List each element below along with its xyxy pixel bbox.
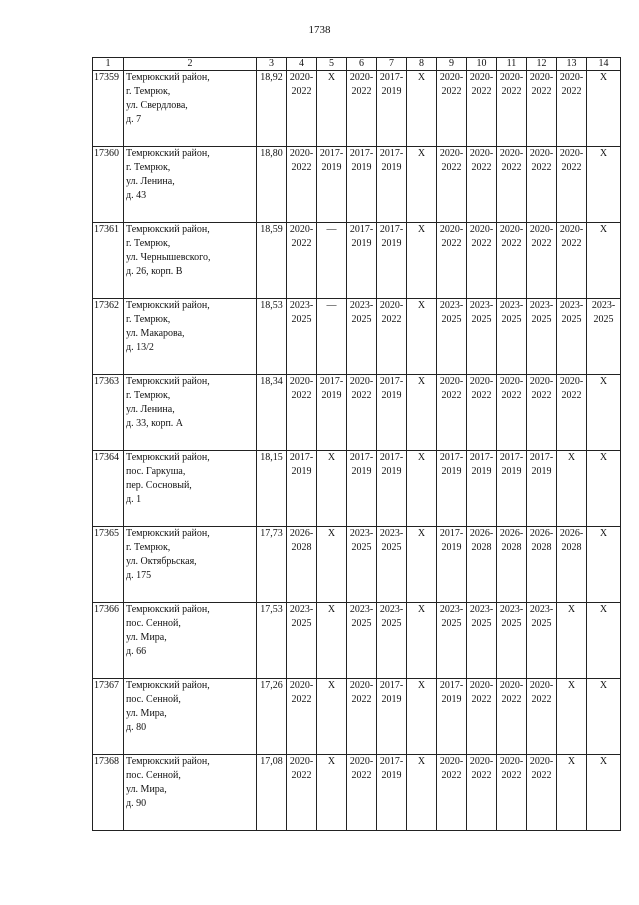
period-cell: 2023- 2025	[377, 527, 407, 603]
period-cell: 2023- 2025	[497, 603, 527, 679]
area-cell: 17,08	[257, 755, 287, 831]
address-line: д. 1	[126, 494, 142, 505]
address-cell	[124, 71, 257, 147]
period-cell: 2020- 2022	[497, 755, 527, 831]
period-cell: 2026- 2028	[287, 527, 317, 603]
period-cell: X	[407, 299, 437, 375]
address-cell	[124, 223, 257, 299]
column-header: 11	[497, 58, 527, 71]
row-id: 17359	[93, 71, 124, 147]
period-cell: X	[587, 375, 621, 451]
period-cell: 2023- 2025	[377, 603, 407, 679]
period-cell: 2023- 2025	[437, 603, 467, 679]
period-cell: 2026- 2028	[557, 527, 587, 603]
row-id: 17360	[93, 147, 124, 223]
period-cell: 2020- 2022	[437, 223, 467, 299]
period-cell: X	[557, 603, 587, 679]
period-cell: 2020- 2022	[287, 147, 317, 223]
data-table	[92, 57, 621, 831]
period-cell: X	[407, 451, 437, 527]
address-line: ул. Мира,	[126, 632, 167, 643]
period-cell: X	[587, 147, 621, 223]
address-line: г. Темрюк,	[126, 542, 171, 553]
period-cell: 2020- 2022	[437, 755, 467, 831]
period-cell: 2020- 2022	[497, 147, 527, 223]
period-cell: X	[587, 527, 621, 603]
period-cell: 2020- 2022	[467, 147, 497, 223]
period-cell: 2020- 2022	[557, 223, 587, 299]
period-cell: 2023- 2025	[287, 603, 317, 679]
period-cell: 2020- 2022	[437, 71, 467, 147]
area-cell: 18,53	[257, 299, 287, 375]
column-header: 4	[287, 58, 317, 71]
column-header: 9	[437, 58, 467, 71]
period-cell: 2017- 2019	[317, 375, 347, 451]
table-row	[93, 299, 621, 375]
period-cell: 2017- 2019	[377, 147, 407, 223]
period-cell: X	[317, 527, 347, 603]
address-line: ул. Мира,	[126, 784, 167, 795]
area-cell: 17,26	[257, 679, 287, 755]
period-cell: X	[587, 679, 621, 755]
period-cell: 2020- 2022	[287, 755, 317, 831]
table-row	[93, 147, 621, 223]
period-cell: 2017- 2019	[527, 451, 557, 527]
address-line: пер. Сосновый,	[126, 480, 192, 491]
period-cell: 2020- 2022	[347, 755, 377, 831]
period-cell: 2020- 2022	[287, 223, 317, 299]
address-line: д. 26, корп. В	[126, 266, 183, 277]
period-cell: 2017- 2019	[467, 451, 497, 527]
period-cell: 2017- 2019	[377, 375, 407, 451]
period-cell: X	[407, 755, 437, 831]
period-cell: 2020- 2022	[527, 375, 557, 451]
header-row	[93, 58, 621, 71]
period-cell: 2020- 2022	[467, 755, 497, 831]
period-cell: 2023- 2025	[467, 603, 497, 679]
address-line: Темрюкский район,	[126, 72, 210, 83]
period-cell: X	[407, 603, 437, 679]
address-line: г. Темрюк,	[126, 162, 171, 173]
period-cell: X	[407, 679, 437, 755]
period-cell: X	[317, 679, 347, 755]
period-cell: 2026- 2028	[527, 527, 557, 603]
address-line: пос. Сенной,	[126, 770, 181, 781]
address-cell	[124, 375, 257, 451]
period-cell: 2020- 2022	[287, 375, 317, 451]
table-row	[93, 375, 621, 451]
period-cell: X	[587, 71, 621, 147]
address-line: пос. Сенной,	[126, 694, 181, 705]
address-line: пос. Сенной,	[126, 618, 181, 629]
period-cell: 2017- 2019	[377, 71, 407, 147]
period-cell: X	[557, 755, 587, 831]
period-cell: 2020- 2022	[557, 71, 587, 147]
address-line: д. 43	[126, 190, 147, 201]
period-cell: X	[317, 755, 347, 831]
address-line: ул. Ленина,	[126, 176, 175, 187]
period-cell: X	[407, 527, 437, 603]
table-row	[93, 527, 621, 603]
address-line: Темрюкский район,	[126, 756, 210, 767]
table-row	[93, 223, 621, 299]
address-cell	[124, 299, 257, 375]
address-line: д. 80	[126, 722, 147, 733]
column-header: 2	[124, 58, 257, 71]
period-cell: 2020- 2022	[467, 223, 497, 299]
address-line: Темрюкский район,	[126, 452, 210, 463]
period-cell: —	[317, 299, 347, 375]
address-line: д. 90	[126, 798, 147, 809]
area-cell: 18,34	[257, 375, 287, 451]
address-line: Темрюкский район,	[126, 680, 210, 691]
period-cell: 2020- 2022	[527, 679, 557, 755]
address-line: Темрюкский район,	[126, 224, 210, 235]
column-header: 1	[93, 58, 124, 71]
area-cell: 18,15	[257, 451, 287, 527]
area-cell: 17,53	[257, 603, 287, 679]
period-cell: 2020- 2022	[497, 71, 527, 147]
period-cell: 2017- 2019	[377, 451, 407, 527]
address-line: ул. Мира,	[126, 708, 167, 719]
table-header	[93, 58, 621, 71]
period-cell: X	[317, 603, 347, 679]
page-number: 1738	[308, 24, 331, 36]
period-cell: 2020- 2022	[347, 375, 377, 451]
period-cell: 2023- 2025	[527, 603, 557, 679]
column-header: 8	[407, 58, 437, 71]
address-cell	[124, 527, 257, 603]
period-cell: 2017- 2019	[377, 755, 407, 831]
address-line: д. 7	[126, 114, 142, 125]
address-line: д. 33, корп. А	[126, 418, 184, 429]
table-row	[93, 755, 621, 831]
period-cell: 2020- 2022	[527, 71, 557, 147]
period-cell: 2017- 2019	[287, 451, 317, 527]
period-cell: X	[557, 451, 587, 527]
period-cell: X	[407, 147, 437, 223]
period-cell: 2026- 2028	[497, 527, 527, 603]
period-cell: 2017- 2019	[347, 147, 377, 223]
address-line: г. Темрюк,	[126, 390, 171, 401]
address-line: ул. Октябрьская,	[126, 556, 197, 567]
period-cell: 2020- 2022	[557, 147, 587, 223]
column-header: 7	[377, 58, 407, 71]
address-cell	[124, 603, 257, 679]
period-cell: 2017- 2019	[377, 223, 407, 299]
period-cell: 2023- 2025	[347, 299, 377, 375]
column-header: 12	[527, 58, 557, 71]
period-cell: —	[317, 223, 347, 299]
period-cell: 2020- 2022	[527, 147, 557, 223]
area-cell: 18,92	[257, 71, 287, 147]
period-cell: 2020- 2022	[377, 299, 407, 375]
period-cell: 2020- 2022	[497, 223, 527, 299]
period-cell: 2017- 2019	[437, 527, 467, 603]
address-cell	[124, 147, 257, 223]
address-line: д. 175	[126, 570, 152, 581]
period-cell: 2023- 2025	[347, 527, 377, 603]
column-header: 5	[317, 58, 347, 71]
period-cell: X	[587, 451, 621, 527]
period-cell: 2017- 2019	[377, 679, 407, 755]
row-id: 17363	[93, 375, 124, 451]
row-id: 17364	[93, 451, 124, 527]
column-header: 13	[557, 58, 587, 71]
period-cell: 2020- 2022	[497, 375, 527, 451]
period-cell: 2020- 2022	[527, 755, 557, 831]
period-cell: 2017- 2019	[347, 223, 377, 299]
row-id: 17361	[93, 223, 124, 299]
address-line: Темрюкский район,	[126, 604, 210, 615]
address-line: д. 66	[126, 646, 147, 657]
period-cell: 2020- 2022	[467, 679, 497, 755]
period-cell: 2020- 2022	[347, 679, 377, 755]
period-cell: 2020- 2022	[287, 679, 317, 755]
period-cell: 2020- 2022	[437, 147, 467, 223]
period-cell: X	[587, 223, 621, 299]
period-cell: X	[587, 755, 621, 831]
period-cell: X	[407, 223, 437, 299]
address-line: Темрюкский район,	[126, 528, 210, 539]
table-row	[93, 451, 621, 527]
row-id: 17367	[93, 679, 124, 755]
column-header: 6	[347, 58, 377, 71]
period-cell: X	[407, 375, 437, 451]
row-id: 17365	[93, 527, 124, 603]
period-cell: 2023- 2025	[497, 299, 527, 375]
address-line: д. 13/2	[126, 342, 154, 353]
area-cell: 18,59	[257, 223, 287, 299]
period-cell: 2020- 2022	[467, 71, 497, 147]
address-line: Темрюкский район,	[126, 148, 210, 159]
period-cell: 2023- 2025	[587, 299, 621, 375]
period-cell: 2023- 2025	[527, 299, 557, 375]
area-cell: 18,80	[257, 147, 287, 223]
period-cell: 2017- 2019	[497, 451, 527, 527]
period-cell: 2026- 2028	[467, 527, 497, 603]
address-line: ул. Свердлова,	[126, 100, 188, 111]
period-cell: X	[407, 71, 437, 147]
address-cell	[124, 755, 257, 831]
row-id: 17362	[93, 299, 124, 375]
period-cell: 2017- 2019	[317, 147, 347, 223]
row-id: 17366	[93, 603, 124, 679]
period-cell: 2023- 2025	[287, 299, 317, 375]
table-row	[93, 71, 621, 147]
row-id: 17368	[93, 755, 124, 831]
column-header: 14	[587, 58, 621, 71]
address-line: г. Темрюк,	[126, 238, 171, 249]
address-line: ул. Макарова,	[126, 328, 185, 339]
address-line: Темрюкский район,	[126, 376, 210, 387]
period-cell: 2017- 2019	[437, 451, 467, 527]
period-cell: 2023- 2025	[557, 299, 587, 375]
period-cell: 2023- 2025	[437, 299, 467, 375]
table-body	[93, 71, 621, 831]
period-cell: 2020- 2022	[557, 375, 587, 451]
table-row	[93, 603, 621, 679]
address-line: г. Темрюк,	[126, 314, 171, 325]
table-row	[93, 679, 621, 755]
period-cell: 2023- 2025	[467, 299, 497, 375]
period-cell: 2020- 2022	[287, 71, 317, 147]
period-cell: 2020- 2022	[437, 375, 467, 451]
period-cell: 2017- 2019	[437, 679, 467, 755]
address-line: ул. Чернышевского,	[126, 252, 211, 263]
period-cell: X	[587, 603, 621, 679]
address-cell	[124, 451, 257, 527]
period-cell: 2020- 2022	[467, 375, 497, 451]
column-header: 3	[257, 58, 287, 71]
period-cell: 2020- 2022	[347, 71, 377, 147]
address-line: ул. Ленина,	[126, 404, 175, 415]
period-cell: 2017- 2019	[347, 451, 377, 527]
address-line: пос. Гаркуша,	[126, 466, 186, 477]
period-cell: X	[317, 71, 347, 147]
period-cell: X	[317, 451, 347, 527]
period-cell: X	[557, 679, 587, 755]
address-line: Темрюкский район,	[126, 300, 210, 311]
address-cell	[124, 679, 257, 755]
period-cell: 2020- 2022	[527, 223, 557, 299]
period-cell: 2020- 2022	[497, 679, 527, 755]
area-cell: 17,73	[257, 527, 287, 603]
column-header: 10	[467, 58, 497, 71]
period-cell: 2023- 2025	[347, 603, 377, 679]
address-line: г. Темрюк,	[126, 86, 171, 97]
